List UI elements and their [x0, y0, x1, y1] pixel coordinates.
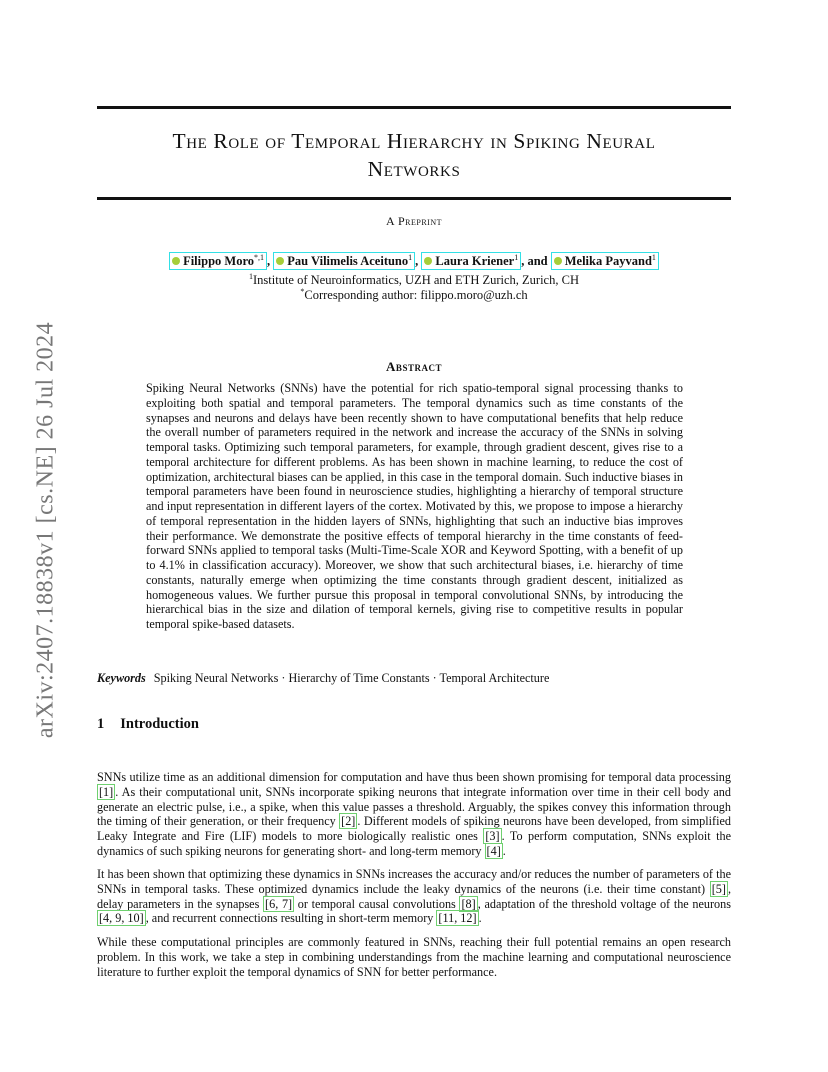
author-separator: , and: [521, 254, 548, 269]
text-run: or temporal causal convolutions: [294, 896, 460, 911]
text-run: .: [502, 843, 506, 858]
orcid-icon[interactable]: [172, 257, 180, 265]
author-link[interactable]: [273, 252, 415, 270]
keywords-text: Spiking Neural Networks · Hierarchy of Time Constants · Temporal Architecture: [153, 671, 550, 685]
intro-paragraph-3: While these computational principles are commonly featured in SNNs, reaching their full potential remains an open research problem. In this work, we take a step in combining understandings from the machine learning and computational neuroscience literature to further exploit the temporal dynamics of SNN for better performance.: [97, 935, 731, 979]
text-run: . As their computational unit, SNNs incorporate spiking neurons that integrate information over time in their cell body and generate an electric pulse, i.e., a spike, when this value passes a threshold. Arguably, the spikes convey this information through the timing of their generation, or their frequency: [97, 784, 731, 829]
author-sup: 1: [514, 253, 519, 262]
corresponding-text: Corresponding author: filippo.moro@uzh.ch: [304, 288, 528, 303]
title-rule-bottom: [97, 197, 731, 200]
title-rule-top: [97, 106, 731, 109]
preprint-label: A Preprint: [385, 214, 442, 228]
corresponding-sup: *: [300, 287, 305, 296]
arxiv-stamp: [16, 300, 76, 760]
author-link[interactable]: [421, 252, 521, 270]
intro-paragraph-1: [97, 770, 731, 859]
text-run: . To perform computation, SNNs exploit the dynamics of such spiking neurons for generating short- and long-term memory: [97, 829, 731, 858]
author-separator: ,: [415, 254, 419, 269]
arxiv-stamp-text: arXiv:2407.18838v1 [cs.NE] 26 Jul 2024: [32, 321, 59, 739]
paper-title-line1: The Role of Temporal Hierarchy in Spiking Neural: [172, 129, 656, 153]
author-name: Filippo Moro: [183, 254, 255, 269]
paper-title: [97, 127, 731, 183]
section-heading: [97, 716, 199, 733]
paper-title-line2: Networks: [367, 157, 461, 181]
text-run: , adaptation of the threshold voltage of the neurons: [477, 896, 731, 911]
abstract-text: Spiking Neural Networks (SNNs) have the potential for rich spatio-temporal signal processing thanks to exploiting both spatial and temporal parameters. The temporal dynamics such as time constants of the synapses and neurons and delays have been recently shown to have computational benefits that help reduce the overall number of parameters required in the network and increase the accuracy of the SNNs in solving temporal tasks. Optimizing such temporal parameters, for example, through gradient descent, gives rise to a temporal architecture for different problems. As has been shown in machine learning, to reduce the cost of optimization, architectural biases can be applied, in this case in the temporal domain. Such inductive biases in temporal parameters have been found in neuroscience studies, highlighting a hierarchy of temporal structure and input representation in different layers of the cortex. Motivated by this, we propose to impose a hierarchy of temporal representation in the hidden layers of SNNs, highlighting that such an inductive bias improves their performance. We demonstrate the positive effects of temporal hierarchy in the time constants of feed-forward SNNs applied to temporal tasks (Multi-Time-Scale XOR and Keyword Spotting, with a benefit of up to 4.1% in classification accuracy). Moreover, we show that such architectural biases, i.e. hierarchy of time constants, naturally emerge when optimizing the time constants through gradient descent, initialized as homogeneous values. We further pursue this proposal in temporal convolutional SNNs, by introducing the hierarchical bias in the size and dilation of temporal kernels, giving rise to competitive results in popular temporal spike-based datasets.: [146, 381, 683, 631]
abstract-heading: Abstract: [386, 359, 442, 374]
citation-link[interactable]: [3]: [485, 829, 500, 843]
citation-link[interactable]: [2]: [341, 814, 356, 829]
citation-link[interactable]: [4]: [486, 843, 501, 858]
orcid-icon[interactable]: [276, 257, 284, 265]
affiliation-sup: 1: [249, 272, 254, 281]
section-number: 1: [97, 716, 105, 732]
affiliation-text: Institute of Neuroinformatics, UZH and ETH Zurich, Zurich, CH: [253, 273, 579, 288]
citation-link[interactable]: [5]: [711, 881, 726, 896]
author-sup: 1: [408, 253, 413, 262]
author-name: Melika Payvand: [564, 254, 652, 269]
text-run: It has been shown that optimizing these dynamics in SNNs increases the accuracy and/or reduces the number of parameters of the SNNs in temporal tasks. These optimized dynamics include the leaky dynamics of the neurons (i.e. their time constant): [97, 867, 731, 896]
author-sup: 1: [651, 253, 656, 262]
text-run: , delay parameters in the synapses: [97, 881, 731, 911]
citation-link[interactable]: [8]: [461, 896, 476, 911]
citation-link[interactable]: [11, 12]: [438, 911, 477, 926]
text-run: . Different models of spiking neurons have been developed, from simplified Leaky Integrate and Fire (LIF) models to more biologically realistic ones: [97, 814, 731, 843]
keywords-label: Keywords: [97, 671, 146, 685]
text-run: .: [478, 911, 482, 926]
author-list: [97, 252, 731, 270]
orcid-icon[interactable]: [554, 257, 562, 265]
citation-link[interactable]: [1]: [99, 784, 114, 799]
orcid-icon[interactable]: [424, 257, 432, 265]
author-name: Laura Kriener: [435, 254, 515, 269]
citation-link[interactable]: [6, 7]: [265, 896, 293, 911]
citation-link[interactable]: [4, 9, 10]: [99, 911, 144, 926]
author-name: Pau Vilimelis Aceituno: [287, 254, 409, 269]
intro-paragraph-2: [97, 867, 731, 926]
text-run: SNNs utilize time as an additional dimension for computation and have thus been shown promising for temporal data processing: [97, 770, 731, 784]
author-link[interactable]: [169, 252, 267, 270]
section-title: Introduction: [120, 716, 199, 732]
author-separator: ,: [267, 254, 271, 269]
corresponding-author: [97, 284, 731, 303]
author-sup: *,1: [254, 253, 265, 262]
text-run: , and recurrent connections resulting in short-term memory: [145, 911, 437, 926]
keywords: [97, 671, 731, 686]
author-link[interactable]: [551, 252, 659, 270]
